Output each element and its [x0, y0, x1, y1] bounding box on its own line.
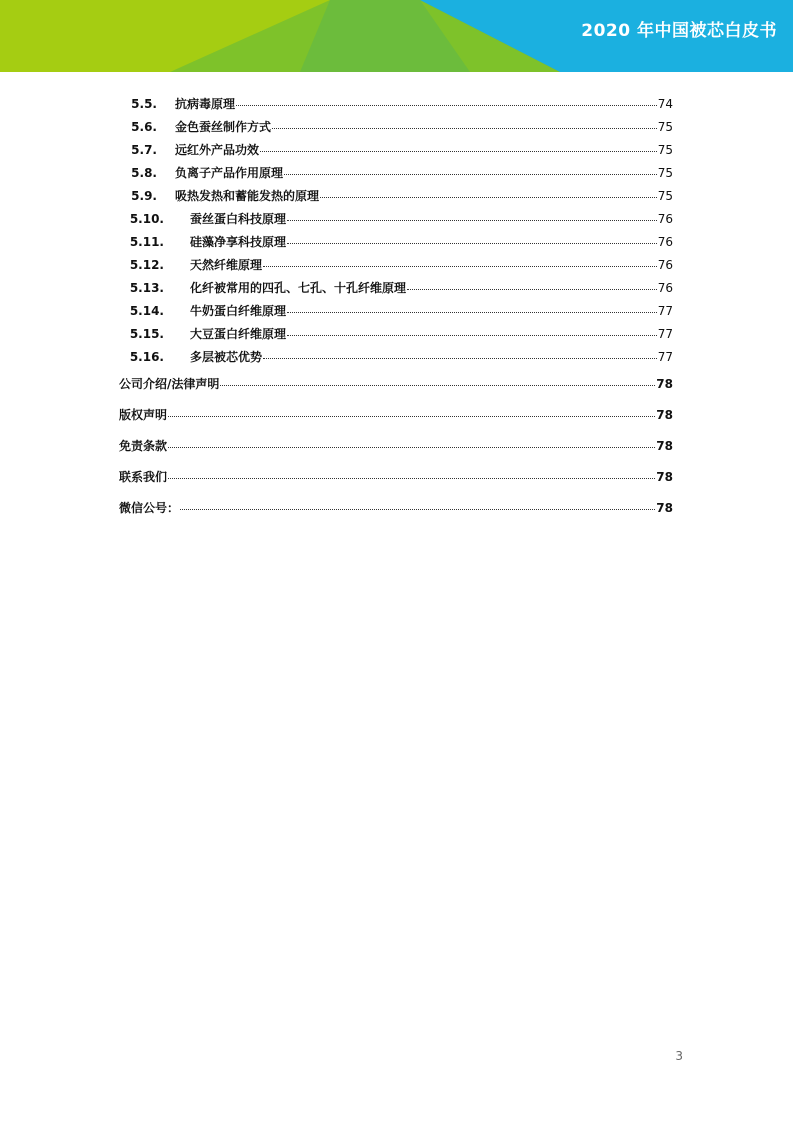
- toc-leader: [287, 219, 657, 221]
- toc-top-row[interactable]: [119, 500, 673, 531]
- toc-row[interactable]: [119, 119, 673, 142]
- toc-text: 版权声明: [119, 408, 168, 422]
- toc-leader: [287, 334, 657, 336]
- toc-page: 78: [656, 501, 673, 515]
- toc-leader: [168, 446, 655, 448]
- page-number: 3: [675, 1049, 683, 1063]
- toc-number: 5.8.: [131, 166, 157, 180]
- toc-top-row[interactable]: [119, 438, 673, 469]
- toc-leader: [407, 288, 657, 290]
- toc-row[interactable]: [119, 303, 673, 326]
- toc-text: 吸热发热和蓄能发热的原理: [175, 189, 320, 203]
- toc-number: 5.14.: [129, 304, 164, 318]
- toc-text: 牛奶蛋白纤维原理: [190, 304, 287, 318]
- toc-leader: [236, 104, 657, 106]
- toc-leader: [263, 265, 657, 267]
- document-title: 2020 年中国被芯白皮书: [581, 21, 777, 41]
- toc-leader: [284, 173, 657, 175]
- toc-number: 5.13.: [129, 281, 164, 295]
- toc-row[interactable]: [119, 188, 673, 211]
- toc-row[interactable]: [119, 234, 673, 257]
- toc-page: 78: [656, 470, 673, 484]
- toc-page: 78: [656, 377, 673, 391]
- toc-number: 5.15.: [129, 327, 164, 341]
- toc-page: 75: [657, 166, 673, 180]
- toc-text: 大豆蛋白纤维原理: [190, 327, 287, 341]
- toc-row[interactable]: [119, 96, 673, 119]
- toc-number: 5.12.: [129, 258, 164, 272]
- toc-page: 78: [656, 408, 673, 422]
- toc-row[interactable]: [119, 142, 673, 165]
- toc-page: 77: [657, 350, 673, 364]
- toc-top-row[interactable]: [119, 407, 673, 438]
- header-banner: [0, 0, 793, 72]
- toc-row[interactable]: [119, 165, 673, 188]
- toc-number: 5.9.: [131, 189, 157, 203]
- toc-text: 硅藻净享科技原理: [190, 235, 287, 249]
- toc-page: 76: [657, 258, 673, 272]
- toc-text: 抗病毒原理: [175, 97, 236, 111]
- toc-text: 天然纤维原理: [190, 258, 263, 272]
- toc-text: 多层被芯优势: [190, 350, 263, 364]
- toc-text: 联系我们: [119, 470, 168, 484]
- toc-leader: [320, 196, 657, 198]
- toc-text: 化纤被常用的四孔、七孔、十孔纤维原理: [190, 281, 407, 295]
- toc-page: 75: [657, 143, 673, 157]
- toc-page: 76: [657, 212, 673, 226]
- toc-page: 77: [657, 304, 673, 318]
- toc-text: 公司介绍/法律声明: [119, 377, 220, 391]
- toc-page: 75: [657, 120, 673, 134]
- toc-leader: [287, 242, 657, 244]
- toc-page: 76: [657, 235, 673, 249]
- toc-row[interactable]: [119, 326, 673, 349]
- toc-top-row[interactable]: [119, 376, 673, 407]
- toc-text: 远红外产品功效: [175, 143, 260, 157]
- toc-number: 5.11.: [129, 235, 164, 249]
- table-of-contents: [119, 96, 673, 531]
- toc-page: 77: [657, 327, 673, 341]
- toc-leader: [287, 311, 657, 313]
- toc-text: 免责条款: [119, 439, 168, 453]
- toc-number: 5.6.: [131, 120, 157, 134]
- toc-top-row[interactable]: [119, 469, 673, 500]
- toc-leader: [168, 477, 655, 479]
- toc-number: 5.5.: [131, 97, 157, 111]
- toc-page: 78: [656, 439, 673, 453]
- toc-leader: [260, 150, 657, 152]
- toc-leader: [168, 415, 655, 417]
- toc-page: 74: [657, 97, 673, 111]
- toc-number: 5.10.: [129, 212, 164, 226]
- toc-row[interactable]: [119, 257, 673, 280]
- toc-leader: [263, 357, 657, 359]
- toc-text: 金色蚕丝制作方式: [175, 120, 272, 134]
- toc-text: 蚕丝蛋白科技原理: [190, 212, 287, 226]
- toc-leader: [272, 127, 657, 129]
- toc-number: 5.7.: [131, 143, 157, 157]
- toc-text: 微信公号：: [119, 501, 180, 515]
- toc-text: 负离子产品作用原理: [175, 166, 284, 180]
- toc-row[interactable]: [119, 211, 673, 234]
- toc-page: 75: [657, 189, 673, 203]
- toc-page: 76: [657, 281, 673, 295]
- toc-leader: [220, 384, 655, 386]
- toc-leader: [180, 508, 655, 510]
- toc-row[interactable]: [119, 349, 673, 372]
- toc-row[interactable]: [119, 280, 673, 303]
- toc-number: 5.16.: [129, 350, 164, 364]
